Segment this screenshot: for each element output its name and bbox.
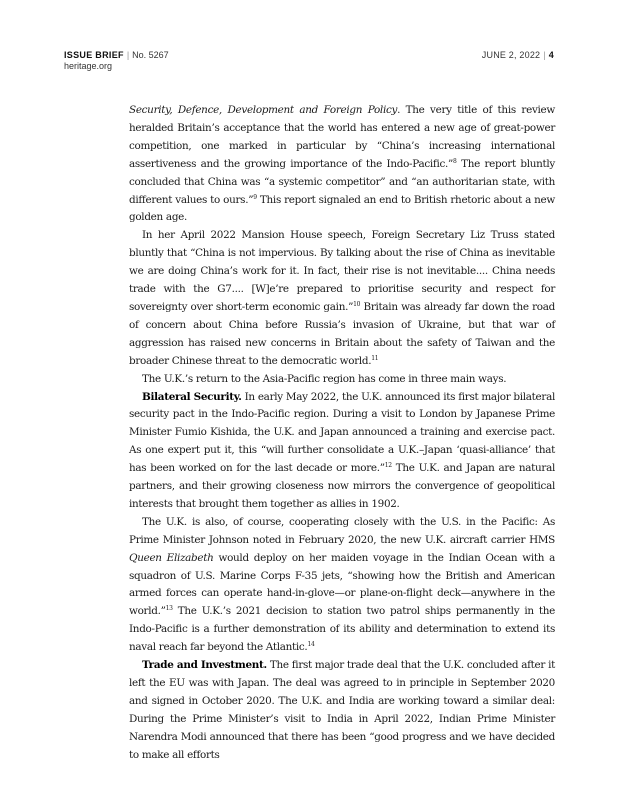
footnote-ref: 8: [453, 157, 457, 165]
page-header-left: [64, 50, 169, 72]
paragraph: [129, 102, 555, 227]
paragraph-text: In her April 2022 Mansion House speech, Foreign Secretary Liz Truss stated bluntly that “China is not impervious. By talking about the rise of China as inevitable we are doing China’s work for it. In fact, their rise is not inevitable.... China needs trade with the G7.... [W]e’re prepared to prioritise security and respect for sovereignty over short-term economic gain.”: [129, 229, 555, 313]
paragraph-text: The U.K.’s return to the Asia-Pacific region has come in three main ways.: [142, 372, 507, 385]
page-header-right: [482, 50, 554, 61]
paragraph: [129, 657, 555, 764]
footnote-ref: 9: [253, 193, 257, 201]
footnote-ref: 13: [165, 605, 173, 613]
paragraph: [129, 389, 555, 514]
paragraph-text: . The very title of this review heralded Britain’s acceptance that the world has entered a new age of great-power competition, one marked in particular by “China’s increasing international assertiveness and the growing importance of the Indo-Pacific.”: [129, 104, 555, 170]
section-heading: Trade and Investment.: [142, 659, 267, 672]
paragraph-text: The first major trade deal that the U.K. concluded after it left the EU was with Japan. The deal was agreed to in principle in September 2020 and signed in October 2020. The U.K. and India are working toward a similar deal: During the Prime Minister’s visit to India in April 2022, Indian Prime Minister Narendra Modi announced that there has been “good progress and we have decided to make all efforts: [129, 659, 555, 761]
paragraph-text: The U.K. and Japan are natural partners, and their growing closeness now mirrors the convergence of geopolitical interests that brought them together as allies in 1902.: [129, 462, 556, 510]
paragraph-text: This report signaled an end to British rhetoric about a new golden age.: [129, 193, 555, 224]
paragraph: [129, 227, 555, 370]
issue-number: No. 5267: [132, 50, 169, 60]
issue-brief-label: ISSUE BRIEF: [64, 50, 124, 60]
paragraph-text: The U.K.’s 2021 decision to station two patrol ships permanently in the Indo-Pacific is a further demonstration of its ability and determination to extend its naval reach far beyond the Atlantic.: [129, 605, 555, 654]
paragraph-text: Britain was already far down the road of concern about China before Russia’s invasion of Ukraine, but that war of aggression has raised new concerns in Britain about the safety of Taiwan and the broader Chinese threat to the democratic world.: [129, 300, 555, 367]
site-url: heritage.org: [64, 61, 113, 71]
paragraph-text: would deploy on her maiden voyage in the Indian Ocean with a squadron of U.S. Marine Corps F-35 jets, “showing how the British and American armed forces can operate hand-in-glove—or plane-on-flight deck—anywhere in the world.”: [129, 551, 555, 618]
paragraph-text: In early May 2022, the U.K. announced its first major bilateral security pact in the Indo-Pacific region. During a visit to London by Japanese Prime Minister Fumio Kishida, the U.K. and Japan announced a training and exercise pact. As one expert put it, this “will further consolidate a U.K.–Japan ‘quasi-alliance’ that has been worked on for the last decade or more.”: [129, 390, 555, 475]
paragraph-text: The U.K. is also, of course, cooperating closely with the U.S. in the Pacific: As Prime Minister Johnson noted in February 2020, the new U.K. aircraft carrier HMS: [129, 515, 555, 546]
header-separator: |: [126, 50, 130, 60]
paragraph: [129, 371, 555, 389]
header-separator: |: [543, 50, 546, 60]
footnote-ref: 10: [353, 300, 361, 308]
article-body: [129, 102, 555, 765]
footnote-ref: 12: [384, 462, 392, 470]
section-heading: Bilateral Security.: [142, 390, 242, 403]
paragraph-text: The report bluntly concluded that China was “a systemic competitor” and “an authoritarian state, with different values to ours.”: [129, 157, 555, 206]
publication-date: JUNE 2, 2022: [481, 50, 541, 60]
paragraph: [129, 514, 555, 657]
footnote-ref: 11: [371, 354, 379, 362]
page-number: 4: [548, 50, 554, 60]
footnote-ref: 14: [307, 641, 315, 649]
italic-text: Queen Elizabeth: [129, 551, 214, 564]
italic-text: Security, Defence, Development and Foreign Policy: [129, 104, 398, 116]
